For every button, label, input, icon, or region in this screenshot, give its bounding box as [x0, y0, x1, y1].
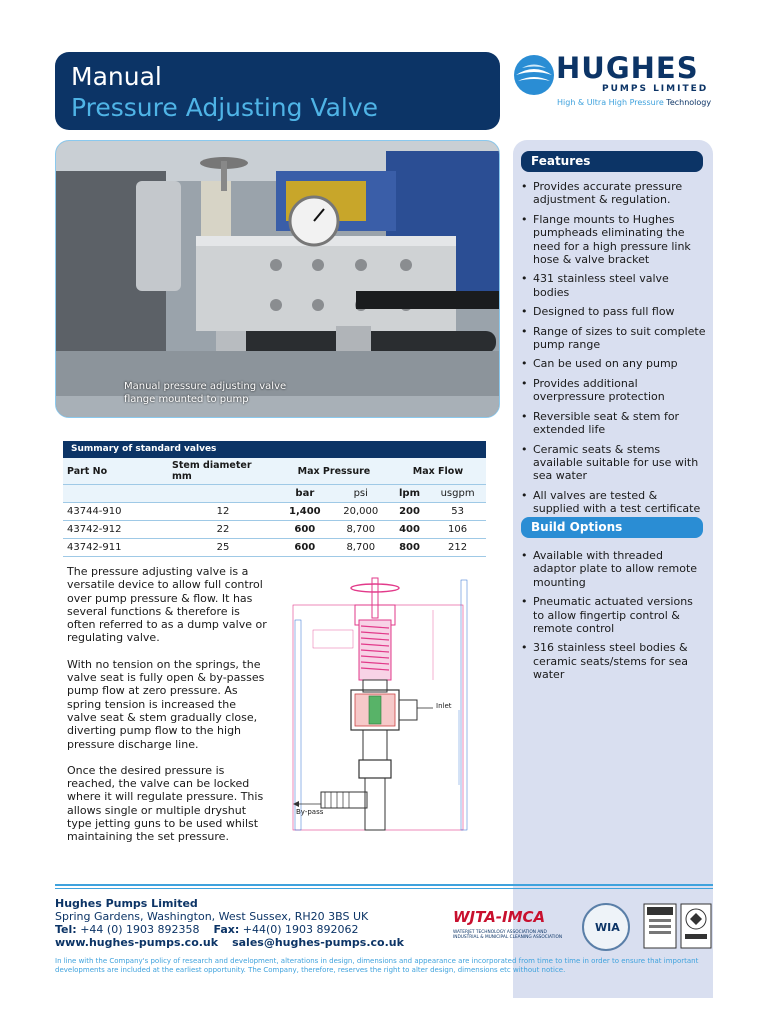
logo-tag-rest: Technology: [666, 98, 712, 107]
cell-bar: 600: [278, 539, 332, 557]
cell-usgpm: 53: [429, 503, 486, 521]
description-paragraph: Once the desired pressure is reached, the valve can be locked where it will regulate pressure. This allows single or multiple dryshut type jetting guns to be used whilst maintaining the set pressure.: [67, 763, 264, 844]
fax-label: Fax:: [213, 923, 240, 936]
cell-psi: 8,700: [332, 539, 390, 557]
table: [63, 458, 486, 557]
cell-bar: 1,400: [278, 503, 332, 521]
header-part: Part No: [63, 458, 168, 485]
table-units-row: [63, 485, 486, 503]
title-box: [55, 52, 500, 130]
photo-caption-line2: flange mounted to pump: [124, 394, 249, 405]
cell-lpm: 400: [390, 521, 429, 539]
cell-stem: 25: [168, 539, 278, 557]
email-link[interactable]: sales@hughes-pumps.co.uk: [232, 936, 404, 949]
page-title-line1: Manual: [71, 62, 162, 91]
cell-stem: 22: [168, 521, 278, 539]
cell-usgpm: 106: [429, 521, 486, 539]
wia-logo-text: WIA: [595, 921, 620, 934]
unit-usgpm: usgpm: [429, 485, 486, 503]
wia-badge: [582, 903, 630, 951]
table-row: [63, 539, 486, 557]
table-row: [63, 503, 486, 521]
feature-item: • Provides accurate pressure adjustment & regulation.: [521, 180, 706, 207]
wjta-imca-badge: [453, 906, 573, 946]
footer-divider: [55, 884, 713, 886]
cell-lpm: 800: [390, 539, 429, 557]
tel-number: +44 (0) 1903 892358: [80, 923, 200, 936]
cell-part: 43744-910: [63, 503, 168, 521]
photo-caption-line1: Manual pressure adjusting valve: [124, 381, 287, 392]
feature-item: • 431 stainless steel valve bodies: [521, 272, 706, 299]
footer-company: Hughes Pumps Limited: [55, 897, 198, 910]
header-stem: Stem diameter mm: [168, 458, 278, 485]
tel-label: Tel:: [55, 923, 77, 936]
fax-number: +44(0) 1903 892062: [242, 923, 359, 936]
unit-lpm: lpm: [390, 485, 429, 503]
product-photo: [55, 140, 500, 418]
description-paragraph: With no tension on the springs, the valve seat is fully open & by-passes pump flow at zero pressure. As spring tension is increased the valve seat & stem gradually close, diverting pump flow to the high pressure discharge line.: [67, 657, 265, 751]
cell-usgpm: 212: [429, 539, 486, 557]
feature-item: • Designed to pass full flow: [521, 305, 706, 318]
build-option-item: • 316 stainless steel bodies & ceramic seats/stems for sea water: [521, 641, 706, 681]
valve-summary-table: [63, 441, 486, 557]
drawing-label-inlet: Inlet: [436, 702, 452, 710]
logo-tagline: [557, 98, 711, 107]
footer-phone-line: [55, 923, 405, 936]
wjta-logo-text: WJTA-IMCA: [453, 908, 546, 926]
logo-tag-highlight: High & Ultra High Pressure: [557, 98, 664, 107]
footer-disclaimer: In line with the Company's policy of research and development, alterations in design, dimensions and appearance are incorporated from time to time in order to ensure that important developments are included at the earliest opportunity. The Company, therefore, reserves the right to alter design, dimensions etc without notice.: [55, 957, 699, 974]
build-option-item: • Pneumatic actuated versions to allow fingertip control & remote control: [521, 595, 706, 635]
table-row: [63, 521, 486, 539]
footer-contact: [55, 897, 405, 949]
footer-address: Spring Gardens, Washington, West Sussex, RH20 3BS UK: [55, 910, 369, 923]
cell-psi: 20,000: [332, 503, 390, 521]
feature-item: • Flange mounts to Hughes pumpheads eliminating the need for a high pressure link hose & valve bracket: [521, 213, 706, 267]
header-flow: Max Flow: [390, 458, 486, 485]
features-heading: Features: [521, 151, 703, 172]
table-title: Summary of standard valves: [63, 441, 486, 458]
feature-item: • Ceramic seats & stems available suitable for use with sea water: [521, 443, 706, 483]
page-title-line2: Pressure Adjusting Valve: [71, 93, 379, 122]
cell-part: 43742-911: [63, 539, 168, 557]
cell-lpm: 200: [390, 503, 429, 521]
logo-sub: PUMPS LIMITED: [602, 84, 709, 94]
description-paragraph: The pressure adjusting valve is a versatile device to allow full control over pump pressure & flow. It has several functions & therefore is often referred to as a dump valve or regulating valve.: [67, 565, 267, 645]
logo-word: HUGHES: [556, 51, 699, 85]
cell-part: 43742-912: [63, 521, 168, 539]
hughes-swirl-icon: [512, 53, 556, 97]
valve-cross-section-diagram: [283, 560, 485, 836]
table-header-row: [63, 458, 486, 485]
features-list: [521, 180, 706, 522]
feature-item: • All valves are tested & supplied with a test certificate: [521, 489, 706, 516]
unit-psi: psi: [332, 485, 390, 503]
valve-technical-drawing: [283, 560, 485, 836]
cell-stem: 12: [168, 503, 278, 521]
sidebar-panel: [513, 140, 713, 998]
header-pressure: Max Pressure: [278, 458, 390, 485]
build-options-heading: Build Options: [521, 517, 703, 538]
iso-quality-badge: [643, 903, 713, 949]
valve-photo-illustration: [56, 141, 500, 418]
build-option-item: • Available with threaded adaptor plate to allow remote mounting: [521, 549, 706, 589]
drawing-label-bypass: By-pass: [296, 808, 324, 816]
description-text: [67, 565, 267, 857]
cell-bar: 600: [278, 521, 332, 539]
feature-item: • Reversible seat & stem for extended life: [521, 410, 706, 437]
hughes-logo: [512, 50, 717, 114]
feature-item: • Range of sizes to suit complete pump range: [521, 325, 706, 352]
footer-divider-thin: [55, 888, 713, 889]
feature-item: • Can be used on any pump: [521, 357, 706, 370]
website-link[interactable]: www.hughes-pumps.co.uk: [55, 936, 219, 949]
cell-psi: 8,700: [332, 521, 390, 539]
wjta-logo-sub: WATERJET TECHNOLOGY ASSOCIATION AND INDUSTRIAL & MUNICIPAL CLEANING ASSOCIATION: [453, 930, 563, 940]
quality-assured-icon: [643, 903, 713, 949]
photo-caption: [124, 380, 286, 406]
unit-bar: bar: [278, 485, 332, 503]
build-options-list: [521, 549, 706, 688]
footer-web-line: [55, 936, 405, 949]
feature-item: • Provides additional overpressure protection: [521, 377, 706, 404]
